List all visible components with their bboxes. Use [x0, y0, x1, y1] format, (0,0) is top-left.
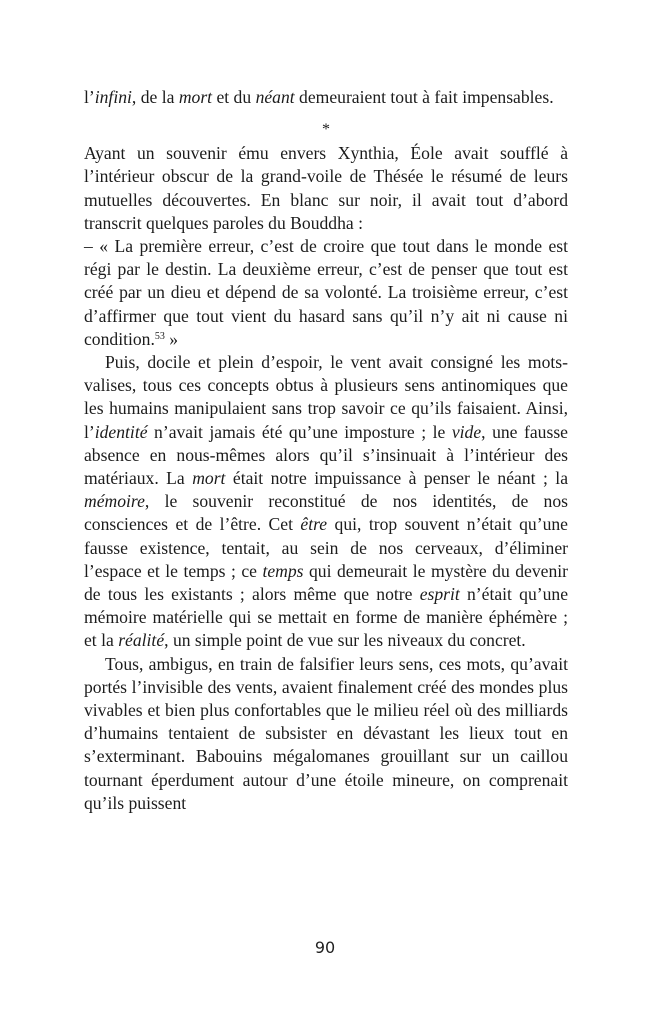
- paragraph-continuation: [84, 86, 568, 109]
- text-run: , le souvenir reconstitué de nos identités, de nos consciences et de l’être. Cet: [84, 491, 568, 535]
- section-separator: *: [322, 121, 330, 139]
- paragraph-concepts: [84, 351, 568, 653]
- text-run: et du: [212, 87, 256, 107]
- italic-term: infini: [94, 87, 132, 107]
- italic-term: vide: [451, 421, 482, 442]
- italic-term: mort: [192, 468, 226, 489]
- italic-term: être: [300, 514, 328, 535]
- italic-term: temps: [262, 560, 304, 581]
- text-run: qui demeurait le mystère du devenir de tous les existants ; alors même que notre: [84, 560, 568, 605]
- text-run: Puis, docile et plein d’espoir, le vent avait consigné les mots-valises, tous ces concepts obtus à plusieurs sens antinomiques que les humains manipulaient sans trop savoir ce qu’ils faisaient. Ainsi, l’: [84, 352, 568, 442]
- italic-term: mort: [178, 87, 213, 107]
- italic-term: identité: [94, 421, 148, 442]
- text-run: n’avait jamais été qu’une imposture ; le: [147, 421, 452, 442]
- text-run: »: [164, 328, 179, 349]
- text-run: , un simple point de vue sur les niveaux du concret.: [164, 630, 526, 651]
- italic-term: esprit: [419, 584, 460, 605]
- italic-term: néant: [255, 87, 295, 107]
- text-run: Tous, ambigus, en train de falsifier leurs sens, ces mots, qu’avait portés l’invisible des vents, avaient finalement créé des mondes plus vivables et bien plus confortables que le milieu réel où des milliards d’humains tentaient de subsister en dévastant les lieux tout en s’exterminant. Babouins mégalomanes grouillant sur un caillou tournant éperdument autour d’une étoile mineure, on comprenait qu’ils puissent: [84, 653, 568, 813]
- paragraph-quote: [84, 235, 568, 351]
- paragraph-conclusion: [84, 653, 568, 815]
- page-body: [84, 86, 568, 815]
- page-number: 90: [314, 938, 336, 957]
- italic-term: réalité: [118, 630, 165, 651]
- footnote-marker: 53: [154, 330, 165, 342]
- italic-term: mémoire: [84, 491, 145, 512]
- text-run: demeuraient tout à fait impensables.: [294, 87, 554, 107]
- text-run: Ayant un souvenir ému envers Xynthia, Éole avait soufflé à l’intérieur obscur de la grand-voile de Thésée le résumé de leurs mutuelles découvertes. En blanc sur noir, il avait tout d’abord transcrit quelques paroles du Bouddha :: [84, 143, 568, 233]
- paragraph-intro: [84, 142, 568, 235]
- text-run: l’: [84, 87, 95, 107]
- text-run: , une fausse absence en nous-mêmes alors qu’il s’insinuait à l’intérieur des matériaux. La: [84, 421, 568, 489]
- text-run: était notre impuissance à penser le néant ; la: [225, 468, 568, 489]
- text-run: , de la: [131, 87, 179, 107]
- text-run: – « La première erreur, c’est de croire que tout dans le monde est régi par le destin. La deuxième erreur, c’est de penser que tout est créé par un dieu et dépend de sa volonté. La troisième erreur, c’est d’affirmer que tout vient du hasard sans qu’il n’y ait ni cause ni condition.: [84, 236, 568, 349]
- text-run: qui, trop souvent n’était qu’une fausse existence, tentait, au sein de nos cerveaux, d’éliminer l’espace et le temps ; ce: [84, 514, 568, 581]
- text-run: n’était qu’une mémoire matérielle qui se mettait en forme de manière éphémère ; et la: [84, 584, 569, 651]
